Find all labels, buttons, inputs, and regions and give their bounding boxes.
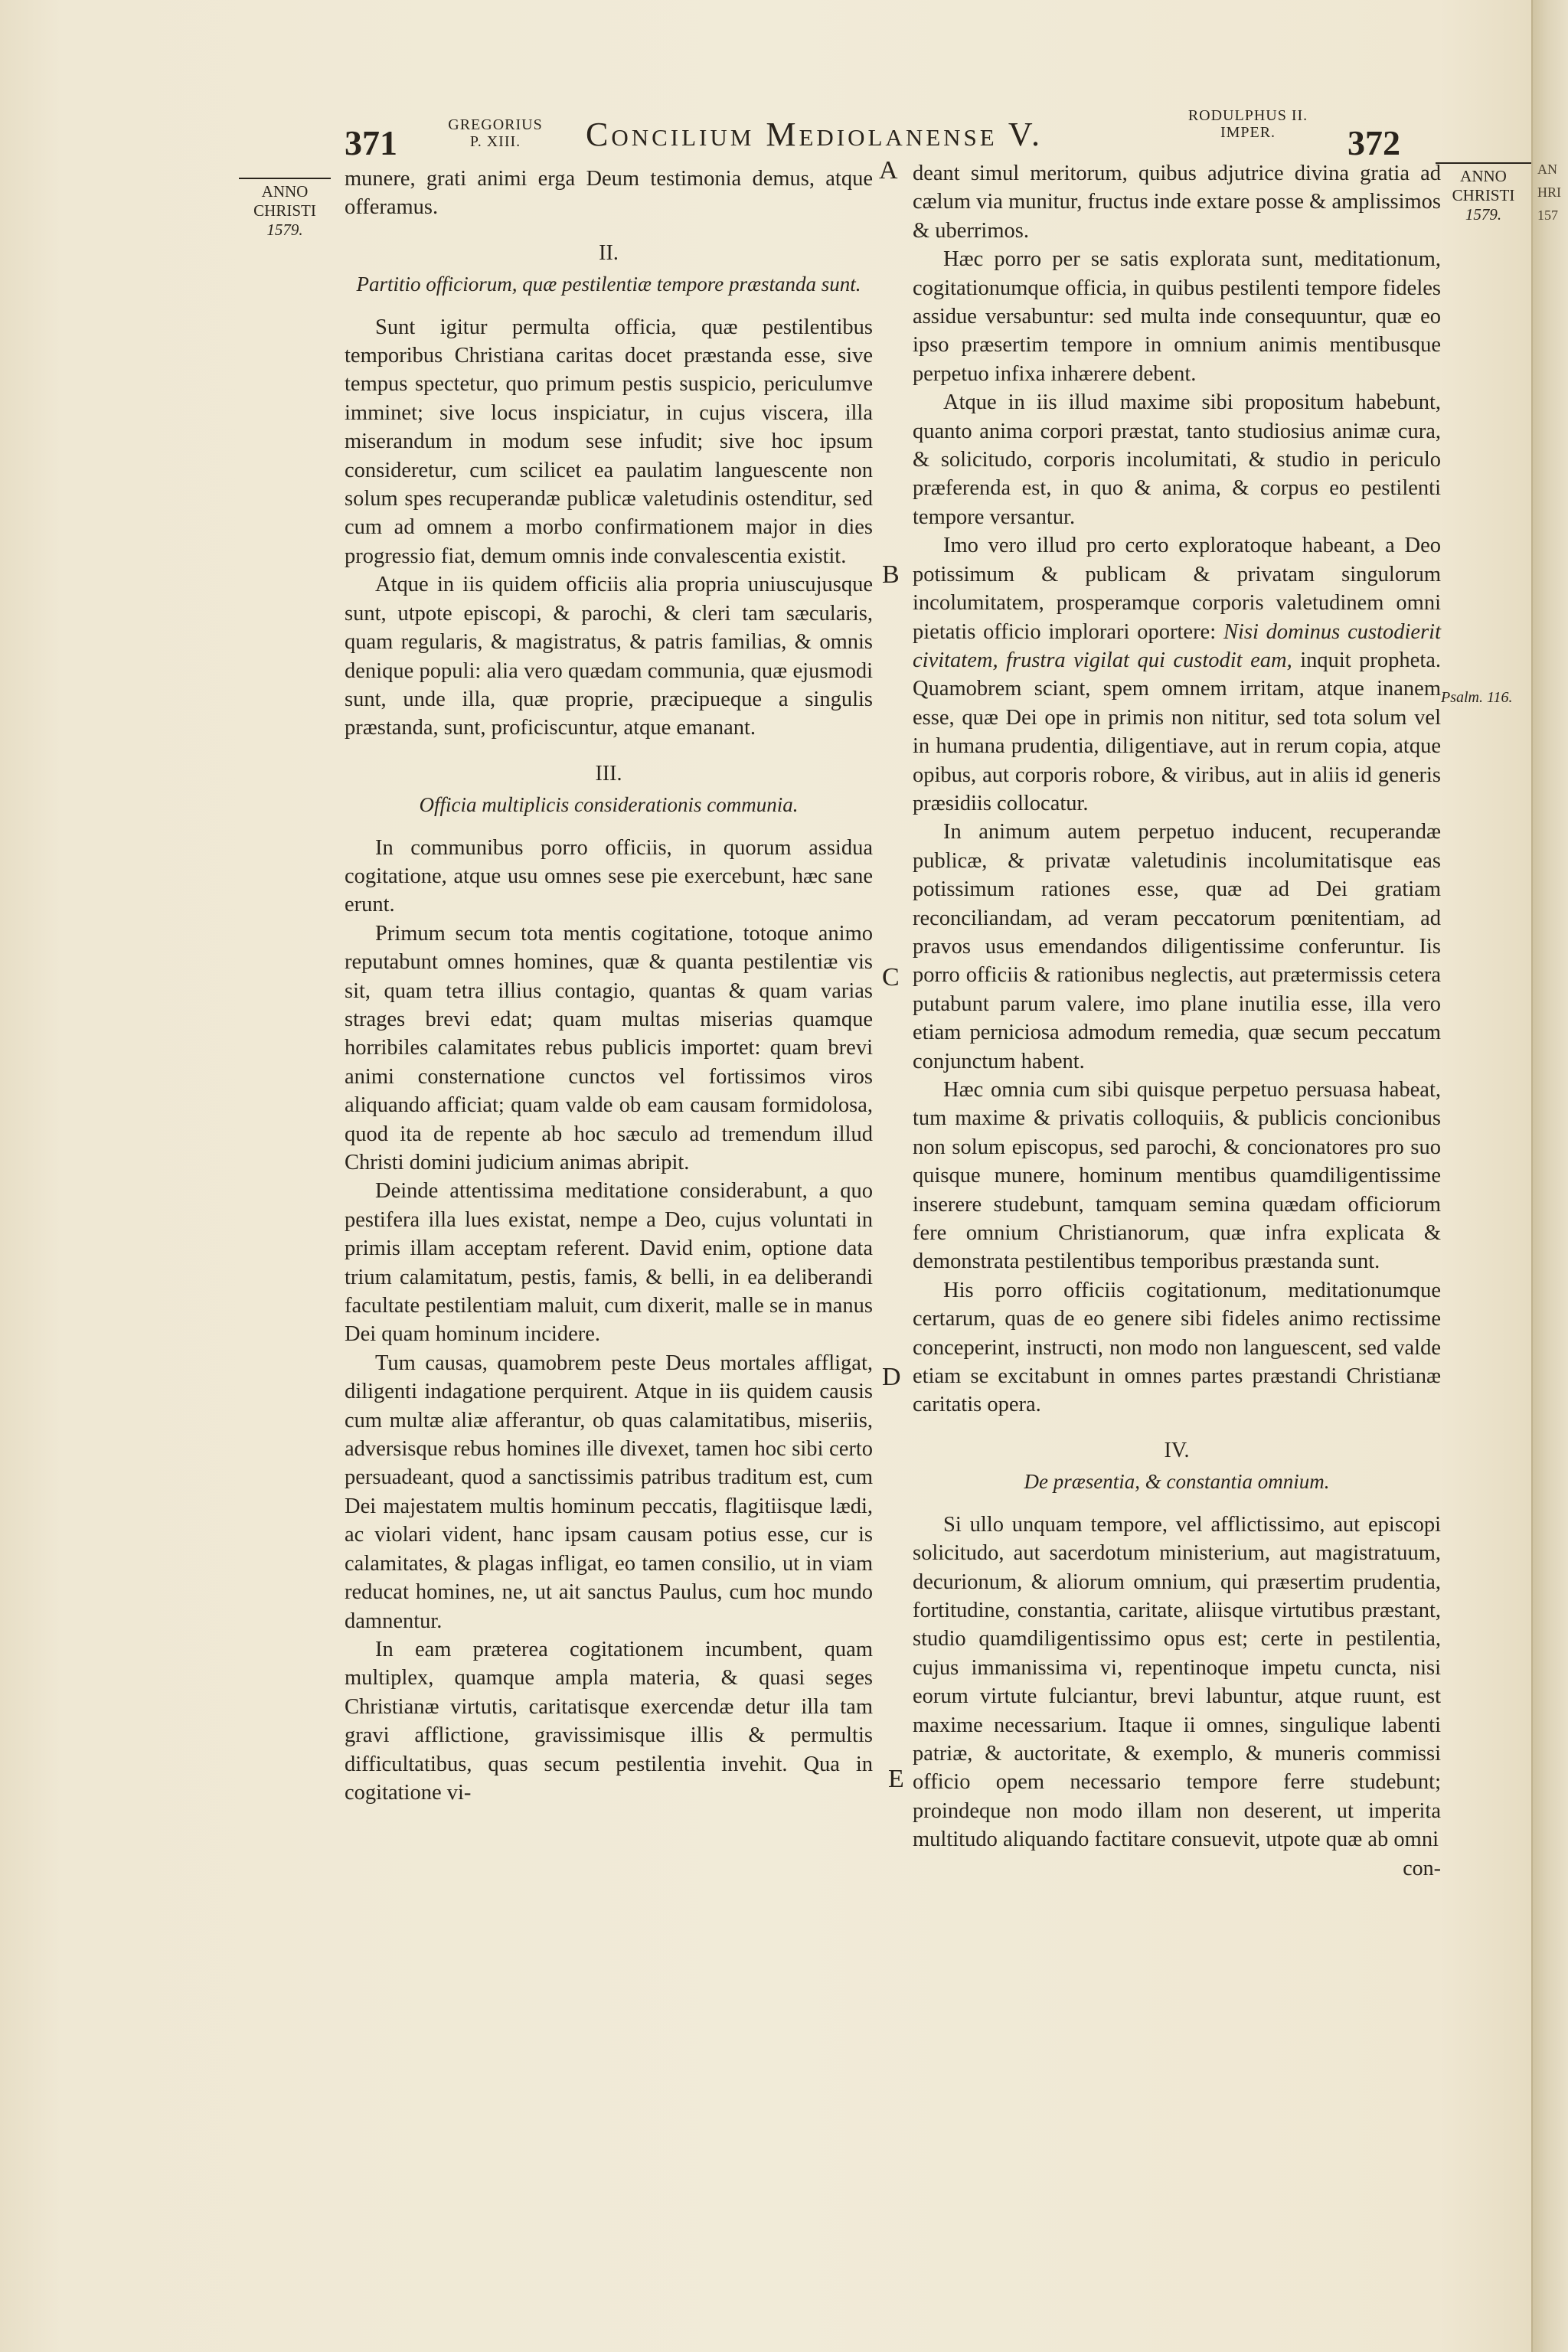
header-emperor-name: RODULPHUS II. bbox=[1187, 107, 1308, 124]
margin-year-left bbox=[239, 178, 331, 240]
section-number: IV. bbox=[1164, 1438, 1190, 1462]
paragraph: deant simul meritorum, quibus adjutrice divina gratia ad cælum via munitur, fructus inde extare posse & amplissimos & uberrimos. bbox=[913, 162, 1441, 243]
paragraph: Deinde attentissima meditatione considerabunt, a quo pestifera illa lues existat, nempe a Deo, cujus voluntati in primis illam acceptam referent. David enim, optione data trium calamitatum, pestis, famis, & belli, in ea deliberandi facultate pestilentiam maluit, cum dixerit, malle se in manus Dei quam hominum incidere. bbox=[345, 1179, 873, 1347]
margin-letter-d: D bbox=[882, 1363, 901, 1391]
paragraph: Atque in iis quidem officiis alia propria uniuscujusque sunt, utpote episcopi, & parochi, & cleri tam sæcularis, quam regularis, & magistratus, & patris familias, & omnis denique populi: alia vero quædam communia, quæ ejusmodi sunt, unde illa, quæ proprie, præcipueque a singulis præstanda, sunt, proficiscuntur, atque emanant. bbox=[345, 573, 873, 740]
paragraph: His porro officiis cogitationum, meditationumque certarum, quas de eo genere sibi fideles animo rectissime conceperint, instructi, non modo non languescent, sed valde etiam se excitabunt in omnes partes præstandi Christianæ caritatis opera. bbox=[913, 1278, 1441, 1417]
margin-letter-b: B bbox=[882, 560, 900, 589]
margin-anno: ANNO bbox=[239, 178, 331, 201]
margin-letter-a: A bbox=[879, 156, 898, 185]
section-heading: De præsentia, & constantia omnium. bbox=[1024, 1470, 1330, 1494]
header-pope bbox=[446, 116, 545, 150]
margin-christi: CHRISTI bbox=[253, 201, 316, 220]
facing-page-edge bbox=[1531, 0, 1568, 2352]
edge-fragment: AN bbox=[1537, 162, 1557, 177]
header-pope-sub: P. XIII. bbox=[469, 133, 521, 150]
margin-letter-c: C bbox=[882, 963, 900, 991]
margin-year-right bbox=[1436, 162, 1531, 224]
running-title: Concilium Mediolanense V. bbox=[586, 116, 1044, 153]
paragraph: Atque in iis illud maxime sibi propositum habebunt, quanto anima corpori præstat, tanto studiosius animæ cura, & solicitudo, corporis incolumitati, & studio in periculo præferenda est, in quo & anima, & corpus eo pestilenti tempore versantur. bbox=[913, 390, 1441, 529]
paragraph: In eam præterea cogitationem incumbent, quam multiplex, quamque ampla materia, & quasi seges Christianæ virtutis, caritatisque exercendæ detur illa tam gravi afflictione, gravissimisque illis & permultis difficultatibus, quas secum pestilentia invehit. Qua in cogitatione vi- bbox=[345, 1637, 873, 1805]
psalm-reference: Psalm. 116. bbox=[1441, 689, 1513, 706]
paragraph: Primum secum tota mentis cogitatione, totoque animo reputabunt omnes homines, quæ & quanta pestilentiæ vis sit, quam tetra illius contagio, quantas & quam varias strages brevi edat; quam multas miserias quamque horribiles calamitates rebus publicis importet: quam brevi animi consternatione cunctos vel fortissimos viros aliquando afficiat; quam valde ob eam causam formidolosa, quod ita de repente ab hoc sæculo ad tremendum illud Christi domini judicium animas abripit. bbox=[345, 921, 873, 1174]
page-number-left: 371 bbox=[345, 123, 397, 162]
edge-fragment: HRI bbox=[1537, 185, 1561, 200]
section-number: III. bbox=[595, 761, 622, 786]
margin-year: 1579. bbox=[1465, 205, 1502, 224]
section-heading: Partitio officiorum, quæ pestilentiæ tempore præstanda sunt. bbox=[356, 273, 861, 296]
right-column bbox=[913, 159, 1441, 1883]
edge-fragment: 157 bbox=[1537, 207, 1558, 223]
header-emperor bbox=[1179, 107, 1317, 141]
left-column bbox=[345, 165, 873, 1807]
margin-letter-e: E bbox=[888, 1765, 904, 1793]
page-number-right: 372 bbox=[1348, 123, 1400, 162]
margin-anno: ANNO bbox=[1436, 162, 1531, 186]
paragraph: In communibus porro officiis, in quorum assidua cogitatione, atque usu omnes sese pie exercebunt, hæc sane erunt. bbox=[345, 835, 873, 917]
paragraph: Sunt igitur permulta officia, quæ pestilentibus temporibus Christiana caritas docet præstanda esse, sive tempus spectetur, quo primum pestis suspicio, periculumve imminet; sive locus inspiciatur, in cujus viscera, illa miserandum in modum sese infudit; sive hoc ipsum consideretur, cum scilicet ea paulatim languescente non solum spes recuperandæ publicæ valetudinis ostenditur, sed cum ad omnem a morbo confirmationem major in dies progressio fiat, demum omnis inde convalescentia existit. bbox=[345, 315, 873, 568]
catchword: con- bbox=[1403, 1856, 1441, 1880]
paragraph: In animum autem perpetuo inducent, recuperandæ publicæ, & privatæ valetudinis incolumitatisque eas potissimum rationes esse, quæ ad Dei gratiam reconciliandam, ad veram peccatorum pœnitentiam, ad pravos usus emendandos diligentissime conferuntur. Iis porro officiis & rationibus neglectis, aut prætermissis cetera putabunt parum valere, imo plane inutilia esse, illa vero etiam perniciosa admodum remedia, quæ secum peccatum conjunctum habent. bbox=[913, 820, 1441, 1073]
scripture-quote: Nisi dominus custodierit civitatem, frustra vigilat qui custodit eam, bbox=[913, 619, 1441, 672]
paragraph: Hæc porro per se satis explorata sunt, meditationum, cogitationumque officia, in quibus pestilenti tempore fideles assidue versabuntur: sed multa inde consequuntur, quæ eo ipso præsertim tempore in omnium animis mentibusque perpetuo infixa inhærere debent. bbox=[913, 247, 1441, 386]
margin-christi: CHRISTI bbox=[1452, 186, 1515, 204]
paragraph: Hæc omnia cum sibi quisque perpetuo persuasa habeat, tum maxime & privatis colloquiis, & publicis concionibus non solum episcopus, sed parochi, & concionatores pro suo quisque munere, hominum mentibus quamdiligentissime inserere studebunt, tamquam semina quædam officiorum fere omnium Christianorum, quæ infra explicata & demonstrata pestilentibus temporibus præstanda sunt. bbox=[913, 1078, 1441, 1274]
section-number: II. bbox=[599, 240, 619, 265]
header-pope-name: GREGORIUS bbox=[448, 116, 543, 133]
margin-year: 1579. bbox=[266, 220, 303, 239]
paragraph: Si ullo unquam tempore, vel afflictissimo, aut episcopi solicitudo, aut sacerdotum ministerium, aut magistratuum, decurionum, & aliorum omnium, qui præsertim prudentia, fortitudine, constantia, caritate, aliisque virtutibus præstant, studio quamdiligentissimo opus est; certe in pestilentia, cujus immanissima vi, repentinoque impetu cuncta, nisi eorum virtute fulciantur, brevi labuntur, atque ruunt, est maxime necessarium. Itaque ii omnes, singulique labenti patriæ, & auctoritate, & exemplo, & muneris commissi officio opem necessario tempore ferre studebunt; proindeque non modo illam non deserent, ut imperita multitudo aliquando factitare consuevit, utpote quæ ab omni bbox=[913, 1512, 1441, 1852]
header-emperor-sub: IMPER. bbox=[1220, 124, 1276, 141]
section-heading: Officia multiplicis considerationis communia. bbox=[419, 793, 799, 817]
paragraph-text: Imo vero illud pro certo exploratoque habeant, a Deo potissimum & publicam & privatam singulorum incolumitatem, prosperamque corporis valetudinem omni pietatis officio implorari oportere: bbox=[913, 534, 1441, 644]
paragraph-text: inquit propheta. Quamobrem sciant, spem omnem irritam, atque inanem esse, quæ Dei ope in primis non nititur, sed tota solum vel in humana prudentia, diligentiave, aut in rerum copia, atque opibus, aut corporis robore, & viribus, aut in aliis id generis præsidiis collocatur. bbox=[913, 648, 1442, 815]
paragraph bbox=[913, 531, 1441, 818]
paragraph: munere, grati animi erga Deum testimonia demus, atque offeramus. bbox=[345, 167, 873, 220]
paragraph: Tum causas, quamobrem peste Deus mortales affligat, diligenti indagatione perquirent. Atque in iis quidem causis cum multæ aliæ afferantur, ob quas calamitatibus, miseriis, adversisque rebus homines ille divexet, tamen hoc sibi certo persuadeant, quod a sanctissimis patribus traditum est, cum Dei majestatem multis hominum peccatis, flagitiisque lædi, ac violari vident, hanc ipsam causam potius esse, cur is calamitates, & plagas infligat, eo tamen consilio, ut in viam reducat homines, ne, ut ait sanctus Paulus, cum hoc mundo damnentur. bbox=[345, 1351, 873, 1633]
